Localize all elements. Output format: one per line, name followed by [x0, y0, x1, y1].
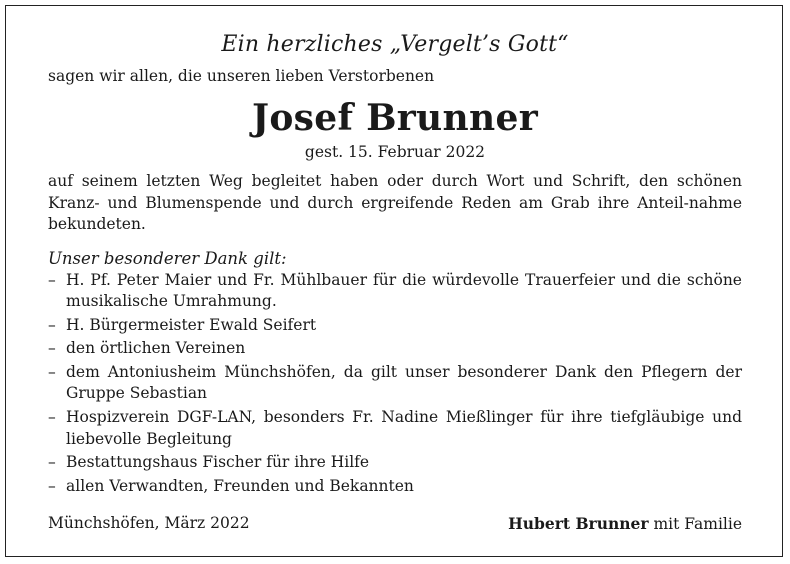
- list-item: [48, 452, 742, 474]
- place-and-date: Münchshöfen, März 2022: [48, 514, 250, 533]
- list-item-text: H. Bürgermeister Ewald Seifert: [66, 315, 317, 334]
- list-item-text: den örtlichen Vereinen: [66, 339, 246, 358]
- signer-name: Hubert Brunner: [508, 514, 649, 534]
- list-item-text: dem Antoniusheim Münchshöfen, da gilt unser besonderer Dank den Pflegern der Gruppe Sebastian: [66, 362, 742, 403]
- list-bullet: –: [48, 339, 56, 358]
- list-item-text: allen Verwandten, Freunden und Bekannten: [66, 476, 414, 495]
- list-item-text: H. Pf. Peter Maier und Fr. Mühlbauer für die würdevolle Trauerfeier und die schöne musikalische Umrahmung.: [66, 270, 742, 311]
- notice-heading: Ein herzliches „Vergelt’s Gott“: [221, 32, 569, 57]
- list-item: [48, 476, 742, 498]
- body-text: auf seinem letzten Weg begleitet haben oder durch Wort und Schrift, den schönen Kranz- und Blumenspende und durch ergreifende Reden am Grab ihre Anteil-nahme bekundeten.: [48, 172, 742, 233]
- list-item: [48, 270, 742, 313]
- list-item: [48, 315, 742, 337]
- death-date: gest. 15. Februar 2022: [304, 143, 486, 161]
- thanks-heading: Unser besonderer Dank gilt:: [48, 248, 287, 268]
- deceased-name: Josef Brunner: [252, 97, 538, 139]
- list-item: [48, 362, 742, 405]
- list-bullet: –: [48, 270, 56, 289]
- list-item: [48, 338, 742, 360]
- list-bullet: –: [48, 453, 56, 472]
- list-bullet: –: [48, 315, 56, 334]
- obituary-thanks-notice: [48, 30, 742, 535]
- list-bullet: –: [48, 476, 56, 495]
- list-item: [48, 407, 742, 450]
- list-bullet: –: [48, 408, 56, 427]
- list-item-text: Bestattungshaus Fischer für ihre Hilfe: [66, 453, 370, 472]
- thanks-list: [48, 270, 742, 498]
- list-bullet: –: [48, 362, 56, 381]
- notice-footer: [48, 513, 742, 535]
- signer-suffix: mit Familie: [648, 515, 742, 534]
- signature: [508, 513, 742, 535]
- list-item-text: Hospizverein DGF-LAN, besonders Fr. Nadine Mießlinger für ihre tiefgläubige und liebevolle Begleitung: [66, 408, 742, 448]
- intro-text: sagen wir allen, die unseren lieben Verstorbenen: [48, 67, 435, 85]
